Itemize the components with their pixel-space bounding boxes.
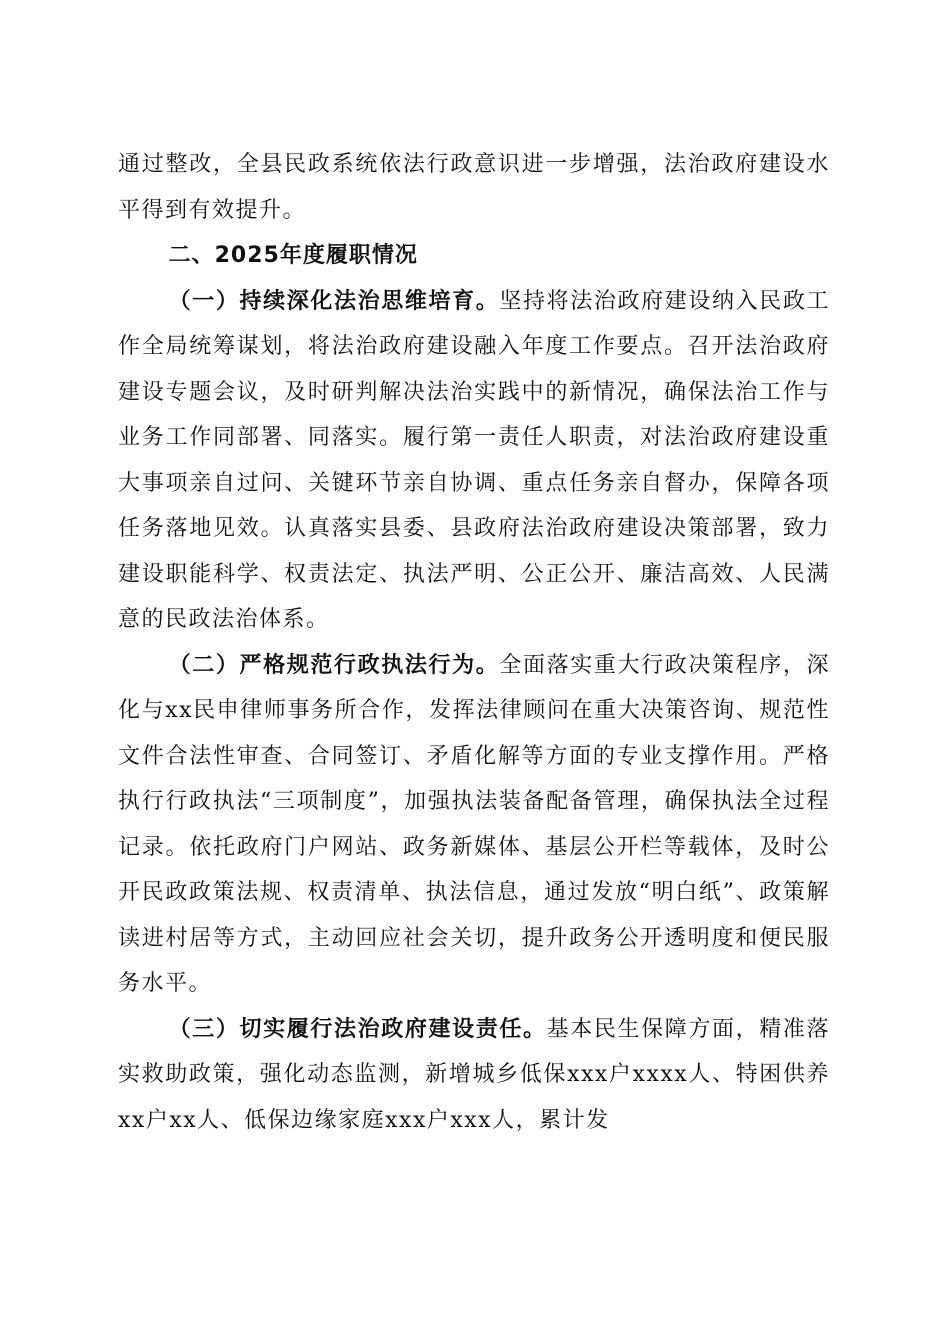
section-heading: 二、2025年度履职情况 [168, 243, 418, 268]
intro-paragraph: 通过整改，全县民政系统依法行政意识进一步增强，法治政府建设水平得到有效提升。 [118, 152, 830, 223]
section-lead-2: （二）严格规范行政执法行为。 [168, 652, 500, 678]
section-lead-1: （一）持续深化法治思维培育。 [168, 288, 500, 314]
section-lead-3: （三）切实履行法治政府建设责任。 [168, 1016, 547, 1042]
section-body-2: 全面落实重大行政决策程序，深化与xx民申律师事务所合作，发挥法律顾问在重大决策咨询、规范性文件合法性审查、合同签订、矛盾化解等方面的专业支撑作用。严格执行行政执法“三项制度”，加强执法装备配备管理，确保执法全过程记录。依托政府门户网站、政务新媒体、基层公开栏等载体，及时公开民政政策法规、权责清单、执法信息，通过发放“明白纸”、政策解读进村居等方式，主动回应社会关切，提升政务公开透明度和便民服务水平。 [118, 652, 830, 996]
document-page [118, 142, 830, 1143]
section-body-1: 坚持将法治政府建设纳入民政工作全局统筹谋划，将法治政府建设融入年度工作要点。召开法治政府建设专题会议，及时研判解决法治实践中的新情况，确保法治工作与业务工作同部署、同落实。履行第一责任人职责，对法治政府建设重大事项亲自过问、关键环节亲自协调、重点任务亲自督办，保障各项任务落地见效。认真落实县委、县政府法治政府建设决策部署，致力建设职能科学、权责法定、执法严明、公正公开、廉洁高效、人民满意的民政法治体系。 [118, 288, 830, 632]
section-body-3: 基本民生保障方面，精准落实救助政策，强化动态监测，新增城乡低保xxx户xxxx人、特困供养xx户xx人、低保边缘家庭xxx户xxx人，累计发 [118, 1016, 830, 1133]
section-paragraph-1 [118, 279, 830, 643]
section-paragraph-3 [118, 1007, 830, 1144]
section-paragraph-2 [118, 643, 830, 1007]
